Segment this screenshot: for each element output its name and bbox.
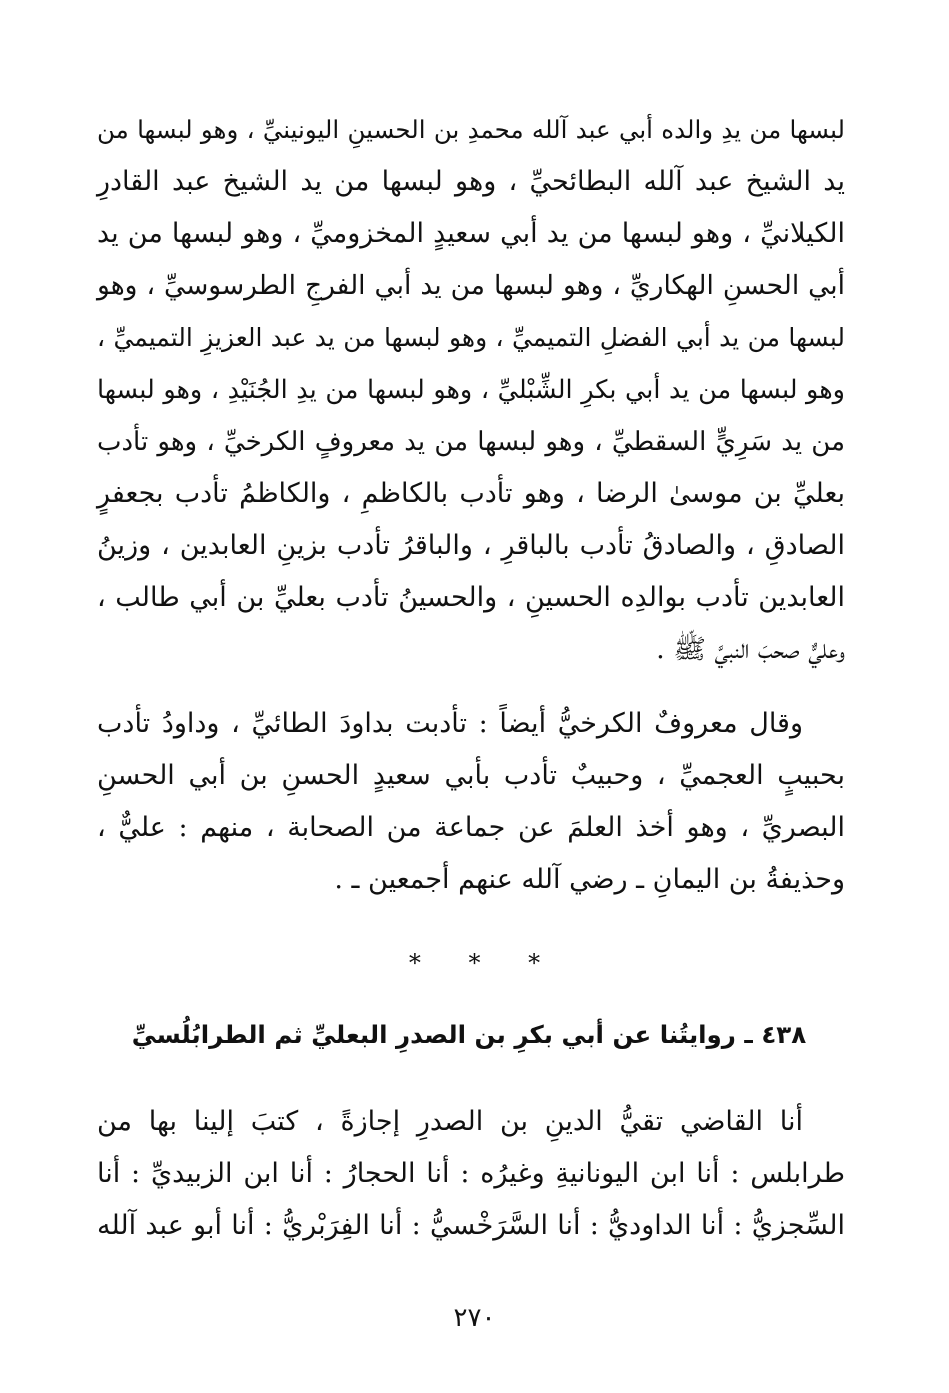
text-line: البصريِّ ، وهو أخذ العلمَ عن جماعة من الصحابة ، منهم : عليٌّ ، <box>97 812 845 843</box>
paragraph-3 <box>97 1096 845 1252</box>
text-line: لبسها من يدِ والده أبي عبد آلله محمدِ بن الحسينِ اليونينيِّ ، وهو لبسها من <box>97 115 845 144</box>
text-line: من يد سَرِيٍّ السقطيِّ ، وهو لبسها من يد معروفٍ الكرخيِّ ، وهو تأدب <box>97 427 845 457</box>
text-line: يد الشيخ عبد آلله البطائحيِّ ، وهو لبسها من يد الشيخ عبد القادرِ <box>97 166 845 197</box>
text-line: أبي الحسنِ الهكاريِّ ، وهو لبسها من يد أبي الفرجِ الطرسوسيِّ ، وهو <box>97 270 845 301</box>
text-line: وحذيفةُ بن اليمانِ ـ رضي آلله عنهم أجمعين ـ . <box>334 864 845 895</box>
paragraph-2 <box>97 698 845 906</box>
text-line: أنا القاضي تقيُّ الدينِ بن الصدرِ إجازةً ، كتبَ إلينا بها من <box>97 1106 803 1137</box>
section-heading: ٤٣٨ ـ روايتُنا عن أبي بكرِ بن الصدرِ البعليِّ ثم الطرابُلُسيِّ <box>131 1020 807 1049</box>
asterisk: * <box>528 949 541 977</box>
text-line: بحبيبٍ العجميِّ ، وحبيبٌ تأدب بأبي سعيدٍ الحسنِ بن أبي الحسنِ <box>97 760 845 791</box>
text-line: وعليٌّ صحبَ النبيَّ ﷺ . <box>656 634 845 665</box>
text-line: وهو لبسها من يد أبي بكرِ الشِّبْليِّ ، وهو لبسها من يدِ الجُنَيْدِ ، وهو لبسها <box>97 375 845 405</box>
text-line: وقال معروفٌ الكرخيُّ أيضاً : تأدبت بداودَ الطائيِّ ، وداودُ تأدب <box>97 708 803 739</box>
text-line: السِّجزيُّ : أنا الداوديُّ : أنا السَّرَخْسيُّ : أنا الفِرَبْريُّ : أنا أبو عبد آلله <box>97 1210 845 1241</box>
section-separator <box>0 948 949 978</box>
page-number: ٢٧٠ <box>453 1303 496 1333</box>
asterisk: * <box>468 949 481 977</box>
text-line: طرابلس : أنا ابن اليونانيةِ وغيرُه : أنا الحجارُ : أنا ابن الزبيديِّ : أنا <box>97 1158 845 1189</box>
text-line: بعليِّ بن موسىٰ الرضا ، وهو تأدب بالكاظمِ ، والكاظمُ تأدب بجعفرٍ <box>97 478 845 509</box>
text-line: لبسها من يد أبي الفضلِ التميميِّ ، وهو لبسها من يد عبد العزيزِ التميميِّ ، <box>97 323 845 352</box>
text-line: العابدين تأدب بوالدِه الحسينِ ، والحسينُ تأدب بعليِّ بن أبي طالب ، <box>97 582 845 613</box>
paragraph-1 <box>97 104 845 676</box>
text-line: الصادقِ ، والصادقُ تأدب بالباقرِ ، والباقرُ تأدب بزينِ العابدين ، وزينُ <box>97 530 845 561</box>
asterisk: * <box>408 949 421 977</box>
text-line: الكيلانيِّ ، وهو لبسها من يد أبي سعيدٍ المخزوميِّ ، وهو لبسها من يد <box>97 218 845 249</box>
